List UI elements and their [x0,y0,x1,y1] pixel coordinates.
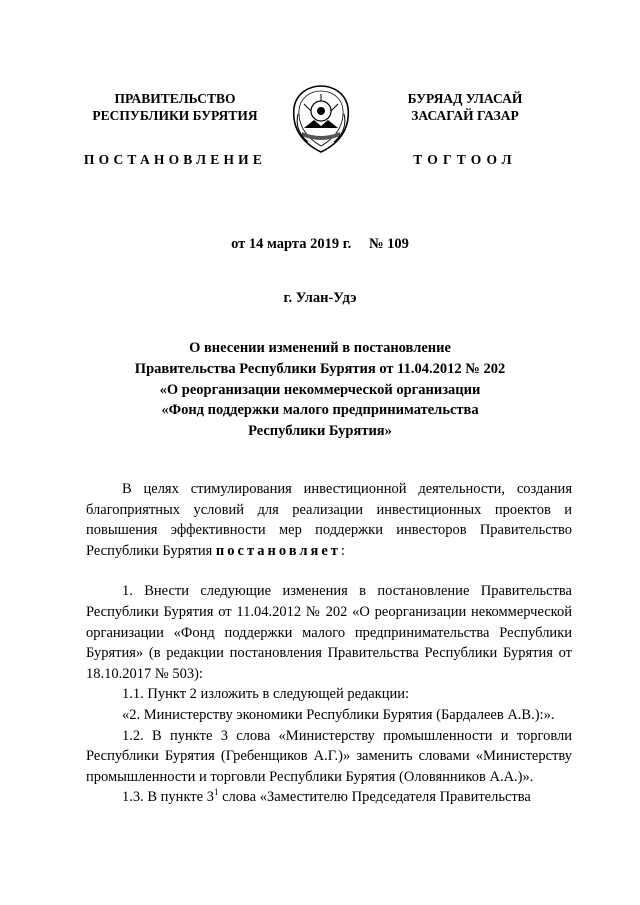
header-left-block [75,90,275,168]
title-line: «Фонд поддержки малого предпринимательства [161,402,479,419]
doc-type-label: ПОСТАНОВЛЕНИЕ [83,152,267,167]
document-date: от 14 марта 2019 г. [231,236,352,252]
org-name-line: ПРАВИТЕЛЬСТВО [114,91,236,106]
preamble-paragraph: В целях стимулирования инвестиционной деятельности, создания благоприятных условий для реализации инвестиционных проектов и повышения эффективности мер поддержки инвесторов Правительство Республики Бурятия постановляет: [86,481,572,559]
header-right-block [365,90,565,168]
title-line: Республики Бурятия» [248,423,392,440]
document-date-number [0,236,640,253]
org-name-line: БУРЯАД УЛАСАЙ [407,91,523,106]
item-1-1-paragraph: 1.1. Пункт 2 изложить в следующей редакции: [122,686,410,703]
org-name-line: РЕСПУБЛИКИ БУРЯТИЯ [92,108,258,123]
item-1-3-paragraph: 1.3. В пункте $3^1$ слова «Заместителю Председателя Правительства [122,787,531,806]
decree-verb: постановляет [215,542,341,559]
title-line: «О реорганизации некоммерческой организации [159,381,481,398]
buryatia-coat-of-arms-icon [290,84,352,154]
doc-type-label: ТОГТООЛ [413,152,517,167]
item-1-2-paragraph: 1.2. В пункте 3 слова «Министерству промышленности и торговли Республики Бурятия (Гребенщиков А.Г.)» заменить словами «Министерству промышленности и торговли Республики Бурятия (Оловянников А.А.)». [86,727,572,785]
item-1-paragraph: 1. Внести следующие изменения в постановление Правительства Республики Бурятия от 11.04.2012 № 202 «О реорганизации некоммерческой организации «Фонд поддержки малого предпринимательства Республики Бурятия» (в редакции постановления Правительства Республики Бурятия от 18.10.2017 № 503): [86,583,572,682]
document-city: г. Улан-Удэ [283,290,357,306]
document-body [86,479,572,808]
document-title [0,338,640,442]
title-line: О внесении изменений в постановление [189,340,451,356]
title-line: Правительства Республики Бурятия от 11.04.2012 № 202 [134,360,506,377]
org-name-line: ЗАСАГАЙ ГАЗАР [411,108,519,123]
item-1-1-text-paragraph: «2. Министерству экономики Республики Бурятия (Бардалеев А.В.):». [122,706,555,723]
document-number: № 109 [368,236,409,252]
